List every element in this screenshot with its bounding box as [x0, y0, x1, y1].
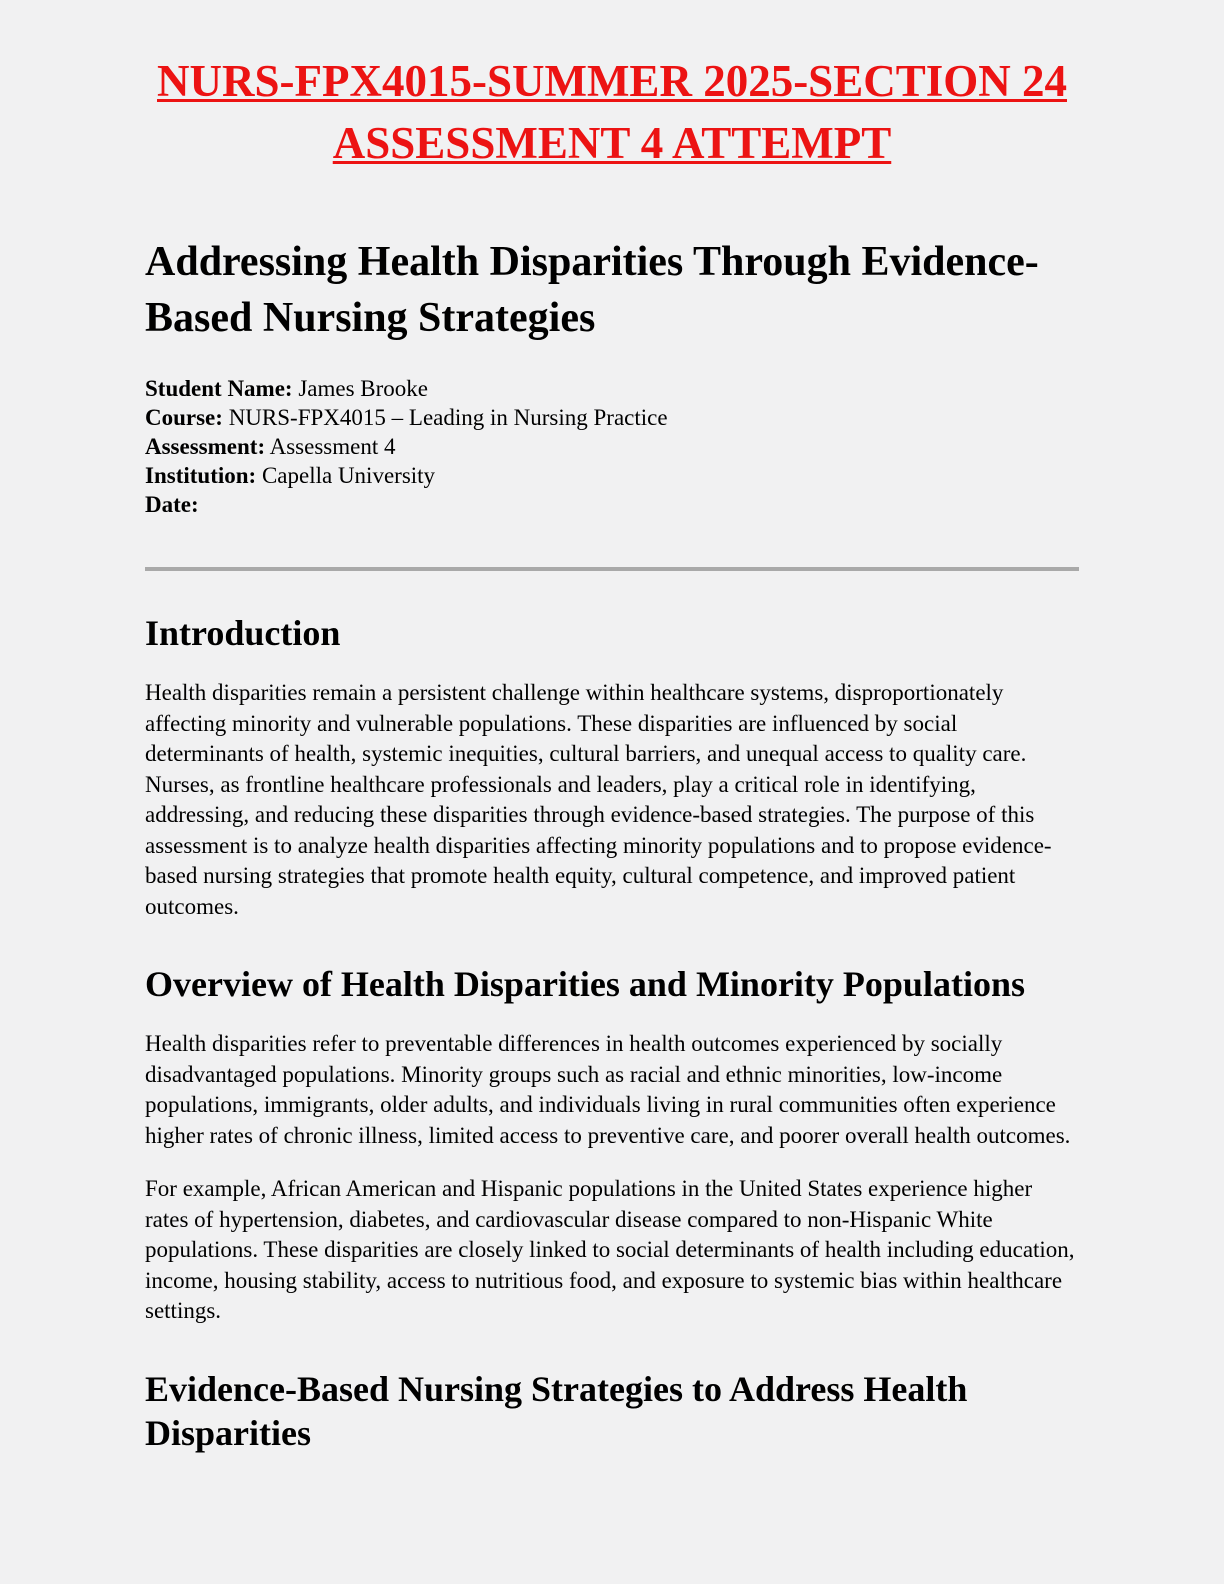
meta-line-student-name [145, 374, 1079, 403]
meta-student-name-value: James Brooke [298, 376, 429, 401]
meta-course-value: NURS-FPX4015 – Leading in Nursing Practice [228, 405, 668, 430]
meta-date-label: Date: [145, 492, 199, 517]
banner-title: NURS-FPX4015-SUMMER 2025-SECTION 24 ASSESSMENT 4 ATTEMPT [157, 56, 1067, 168]
meta-student-name-label: Student Name: [145, 376, 293, 401]
overview-paragraph-1: Health disparities refer to preventable differences in health outcomes experienced by socially disadvantaged populations. Minority groups such as racial and ethnic minorities, low-income populations, immigrants, older adults, and individuals living in rural communities often experience higher rates of chronic illness, limited access to preventive care, and poorer overall health outcomes. [145, 1031, 1071, 1148]
meta-block [145, 374, 1079, 519]
meta-line-date [145, 490, 1079, 519]
section-heading-evidence-based-strategies: Evidence-Based Nursing Strategies to Address Health Disparities [145, 1368, 968, 1453]
section-heading-introduction: Introduction [145, 613, 341, 653]
meta-assessment-value: Assessment 4 [269, 434, 396, 459]
meta-institution-value: Capella University [261, 463, 436, 488]
divider-rule [145, 567, 1079, 571]
section-heading-overview: Overview of Health Disparities and Minority Populations [145, 964, 1025, 1004]
meta-line-course [145, 403, 1079, 432]
document-page [145, 0, 1079, 1455]
meta-line-assessment [145, 432, 1079, 461]
overview-paragraph-2: For example, African American and Hispanic populations in the United States experience higher rates of hypertension, diabetes, and cardiovascular disease compared to non-Hispanic White populations. These disparities are closely linked to social determinants of health including education, income, housing stability, access to nutritious food, and exposure to systemic bias within healthcare settings. [145, 1176, 1075, 1323]
introduction-paragraph: Health disparities remain a persistent challenge within healthcare systems, disproportionately affecting minority and vulnerable populations. These disparities are influenced by social determinants of health, systemic inequities, cultural barriers, and unequal access to quality care. Nurses, as frontline healthcare professionals and leaders, play a critical role in identifying, addressing, and reducing these disparities through evidence-based strategies. The purpose of this assessment is to analyze health disparities affecting minority populations and to propose evidence-based nursing strategies that promote health equity, cultural competence, and improved patient outcomes. [145, 680, 1052, 919]
meta-assessment-label: Assessment: [145, 434, 266, 459]
meta-line-institution [145, 461, 1079, 490]
page-title: Addressing Health Disparities Through Evidence-Based Nursing Strategies [145, 239, 1039, 341]
meta-course-label: Course: [145, 405, 223, 430]
meta-institution-label: Institution: [145, 463, 257, 488]
